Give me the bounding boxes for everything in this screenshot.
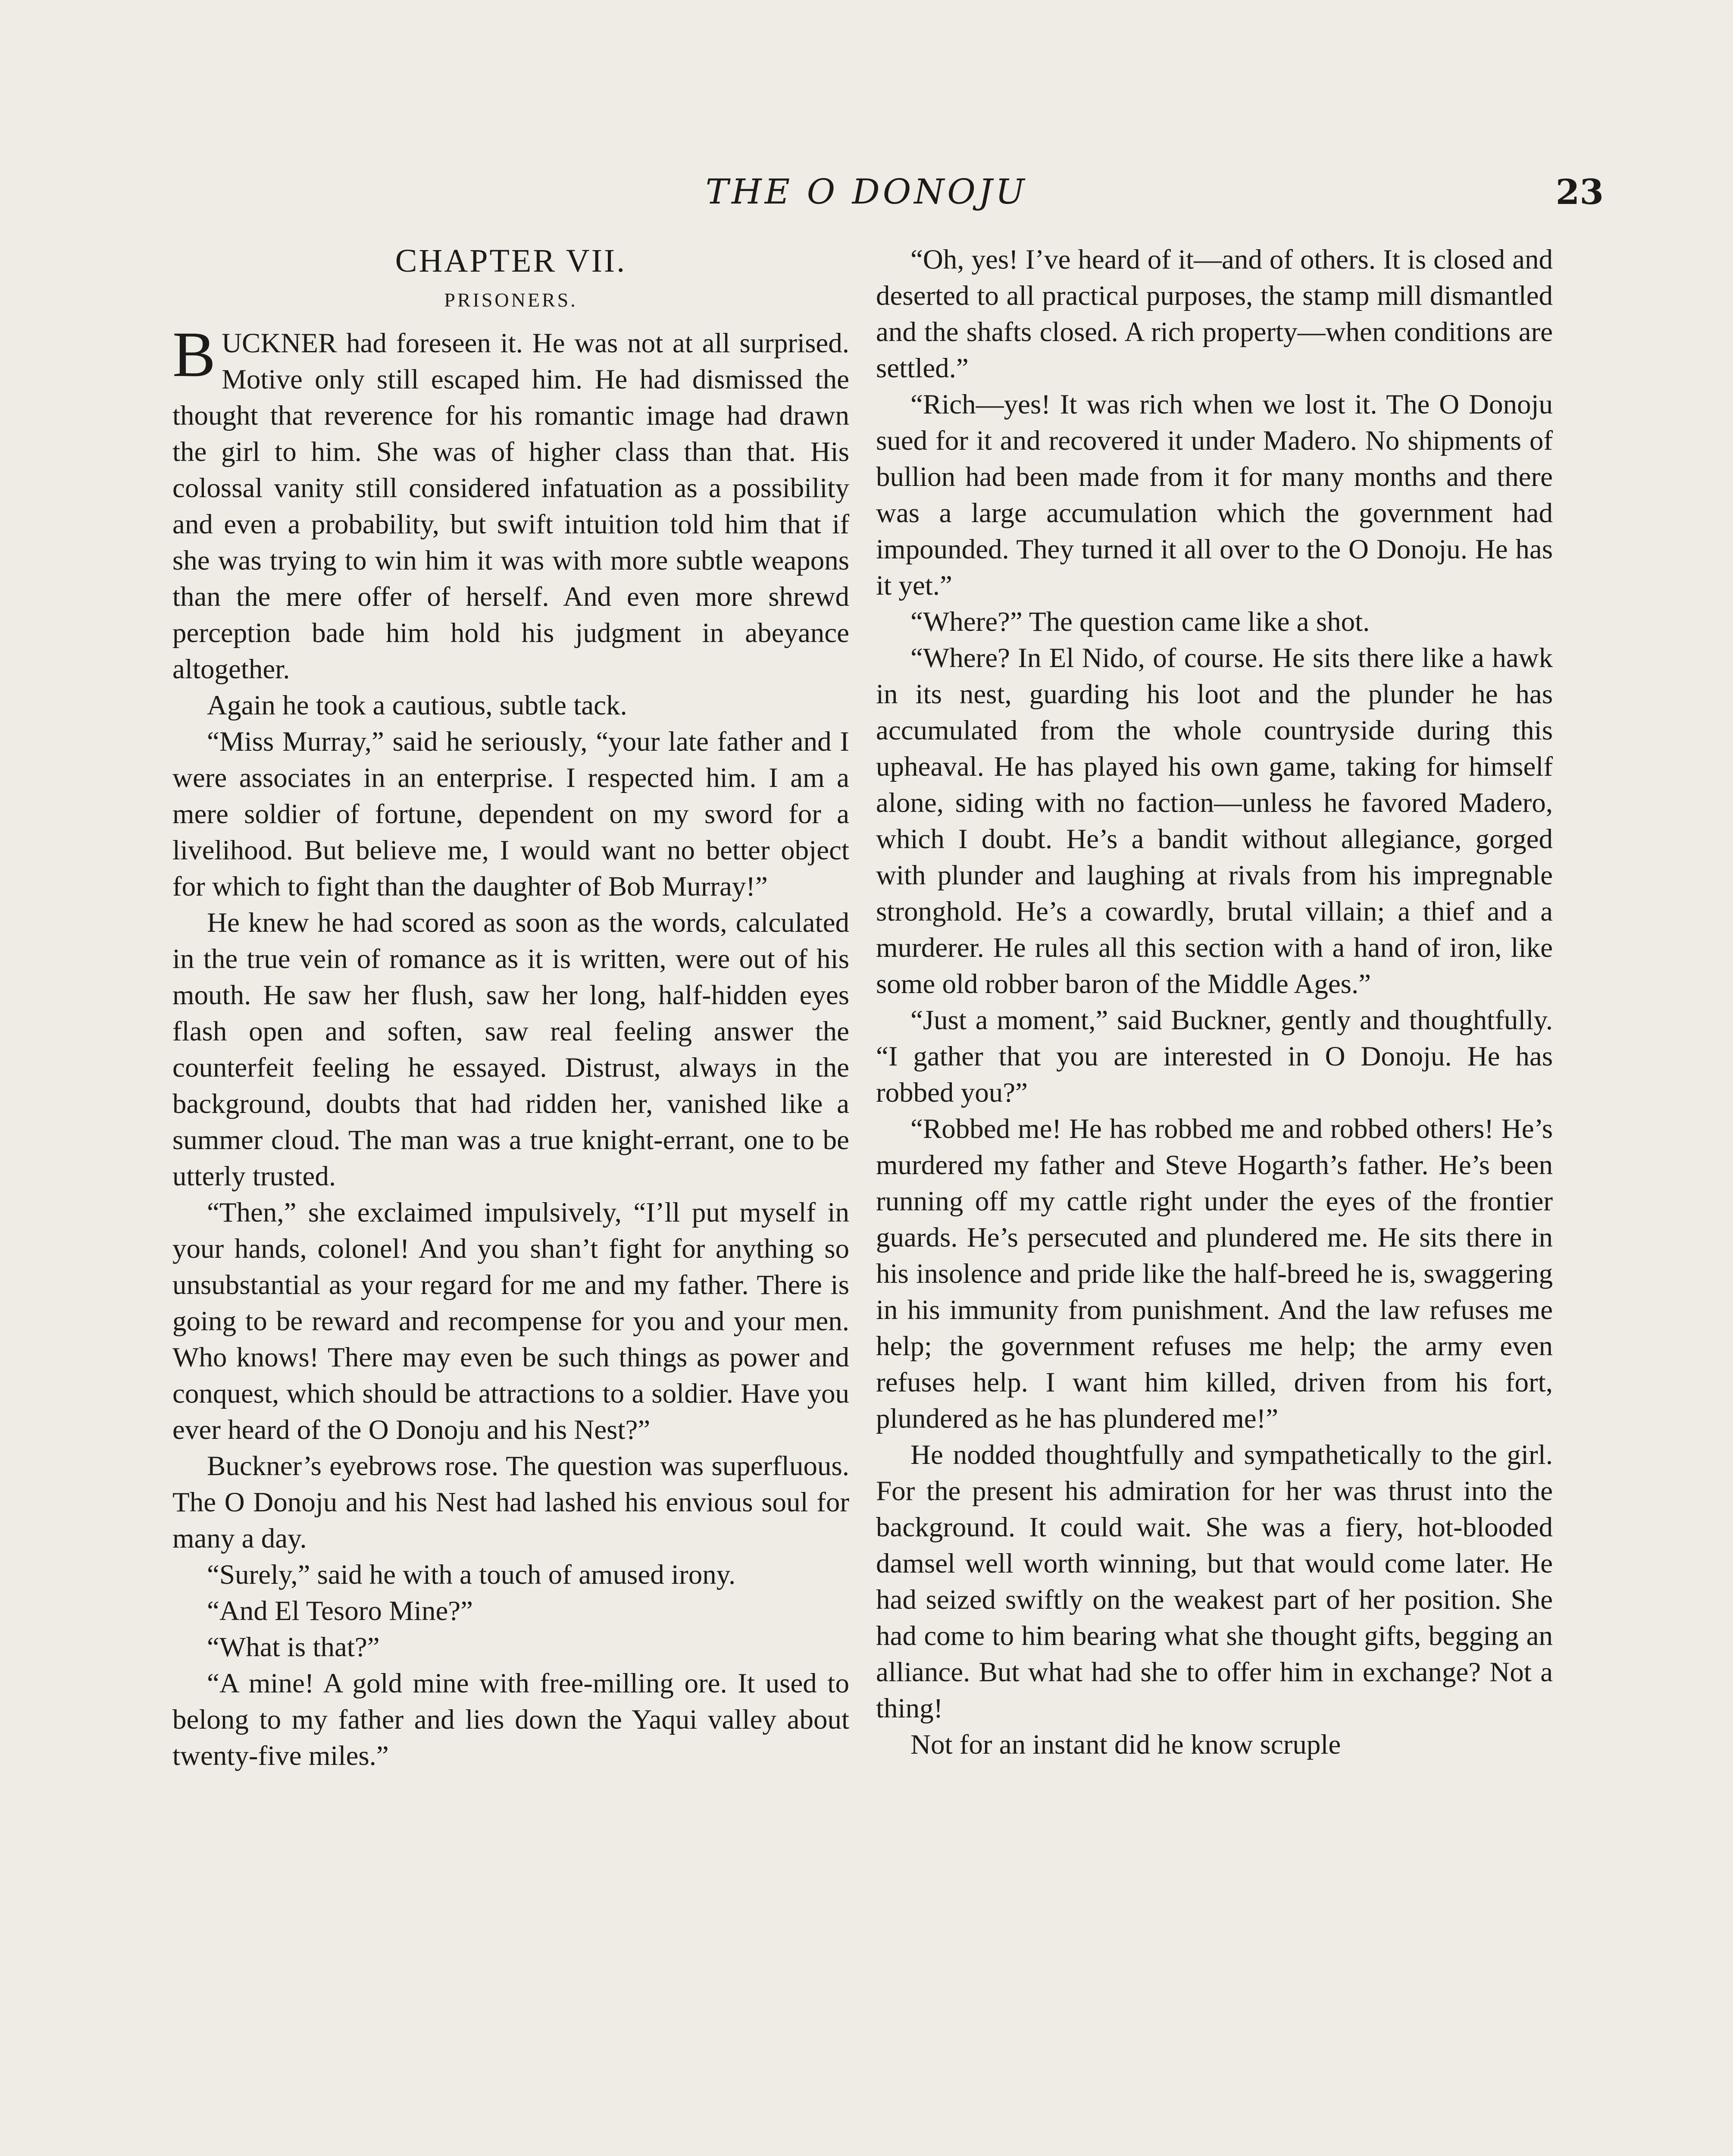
chapter-subtitle: PRISONERS.	[444, 289, 578, 311]
paragraph: Buckner’s eyebrows rose. The question was superfluous. The O Donoju and his Nest had lashed his envious soul for many a day.	[172, 1451, 849, 1554]
page-header	[0, 172, 1733, 219]
paragraph: “Where? In El Nido, of course. He sits there like a hawk in its nest, guarding his loot and the plunder he has accumulated from the whole countryside during this upheaval. He has played his own game, taking for himself alone, siding with no faction—unless he favored Madero, which I doubt. He’s a bandit without allegiance, gorged with plunder and laughing at rivals from his impregnable stronghold. He’s a cowardly, brutal villain; a thief and a murderer. He rules all this section with a hand of iron, like some old robber baron of the Middle Ages.”	[876, 642, 1553, 1000]
running-title: THE O DONOJU	[705, 172, 1028, 212]
page-number: 23	[1555, 172, 1604, 212]
drop-cap: B	[172, 319, 216, 390]
left-column	[172, 241, 849, 1774]
paragraph	[172, 319, 849, 687]
right-column	[876, 241, 1553, 1763]
paragraph: “Oh, yes! I’ve heard of it—and of others. It is closed and deserted to all practical purposes, the stamp mill dismantled and the shafts closed. A rich property—when conditions are settled.”	[876, 244, 1553, 384]
chapter-heading: CHAPTER VII.	[395, 243, 627, 279]
paragraph: “A mine! A gold mine with free-milling ore. It used to belong to my father and lies down the Yaqui valley about twenty-five miles.”	[172, 1668, 849, 1771]
paragraph: “Rich—yes! It was rich when we lost it. The O Donoju sued for it and recovered it under Madero. No shipments of bullion had been made from it for many months and there was a large accumulation which the government had impounded. They turned it all over to the O Donoju. He has it yet.”	[876, 389, 1553, 601]
paragraph: He nodded thoughtfully and sympathetically to the girl. For the present his admiration for her was thrust into the background. It could wait. She was a fiery, hot-blooded damsel well worth winning, but that would come later. He had seized swiftly on the weakest part of her position. She had come to him bearing what she thought gifts, begging an alliance. But what had she to offer him in exchange? Not a thing!	[876, 1439, 1553, 1724]
paragraph: “And El Tesoro Mine?”	[207, 1595, 473, 1626]
paragraph: “Where?” The question came like a shot.	[910, 606, 1370, 637]
paragraph-text: UCKNER had foreseen it. He was not at all surprised. Motive only still escaped him. He had dismissed the thought that reverence for his romantic image had drawn the girl to him. She was of higher class than that. His colossal vanity still considered infatuation as a possibility and even a probability, but swift intuition told him that if she was trying to win him it was with more subtle weapons than the mere offer of herself. And even more shrewd perception bade him hold his judgment in abeyance altogether.	[172, 328, 849, 685]
paragraph: “Miss Murray,” said he seriously, “your late father and I were associates in an enterprise. I respected him. I am a mere soldier of fortune, dependent on my sword for a livelihood. But believe me, I would want no better object for which to fight than the daughter of Bob Murray!”	[172, 726, 849, 902]
paragraph: Not for an instant did he know scruple	[910, 1729, 1341, 1760]
paragraph: “Then,” she exclaimed impulsively, “I’ll put myself in your hands, colonel! And you shan’t fight for anything so unsubstantial as your regard for me and my father. There is going to be reward and recompense for you and your men. Who knows! There may even be such things as power and conquest, which should be attractions to a soldier. Have you ever heard of the O Donoju and his Nest?”	[172, 1197, 849, 1445]
paragraph: “Robbed me! He has robbed me and robbed others! He’s murdered my father and Steve Hogarth’s father. He’s been running off my cattle right under the eyes of the frontier guards. He’s persecuted and plundered me. He sits there in his insolence and pride like the half-breed he is, swaggering in his immunity from punishment. And the law refuses me help; the government refuses me help; the army even refuses help. I want him killed, driven from his fort, plundered as he has plundered me!”	[876, 1113, 1553, 1434]
paragraph: Again he took a cautious, subtle tack.	[207, 690, 627, 721]
paragraph: “What is that?”	[207, 1632, 380, 1663]
paragraph: “Just a moment,” said Buckner, gently and thoughtfully. “I gather that you are interested in O Donoju. He has robbed you?”	[876, 1005, 1553, 1108]
paragraph: He knew he had scored as soon as the words, calculated in the true vein of romance as it is written, were out of his mouth. He saw her flush, saw her long, half-hidden eyes flash open and soften, saw real feeling answer the counterfeit feeling he essayed. Distrust, always in the background, doubts that had ridden her, vanished like a summer cloud. The man was a true knight-errant, one to be utterly trusted.	[172, 907, 849, 1192]
paragraph: “Surely,” said he with a touch of amused irony.	[207, 1559, 736, 1590]
